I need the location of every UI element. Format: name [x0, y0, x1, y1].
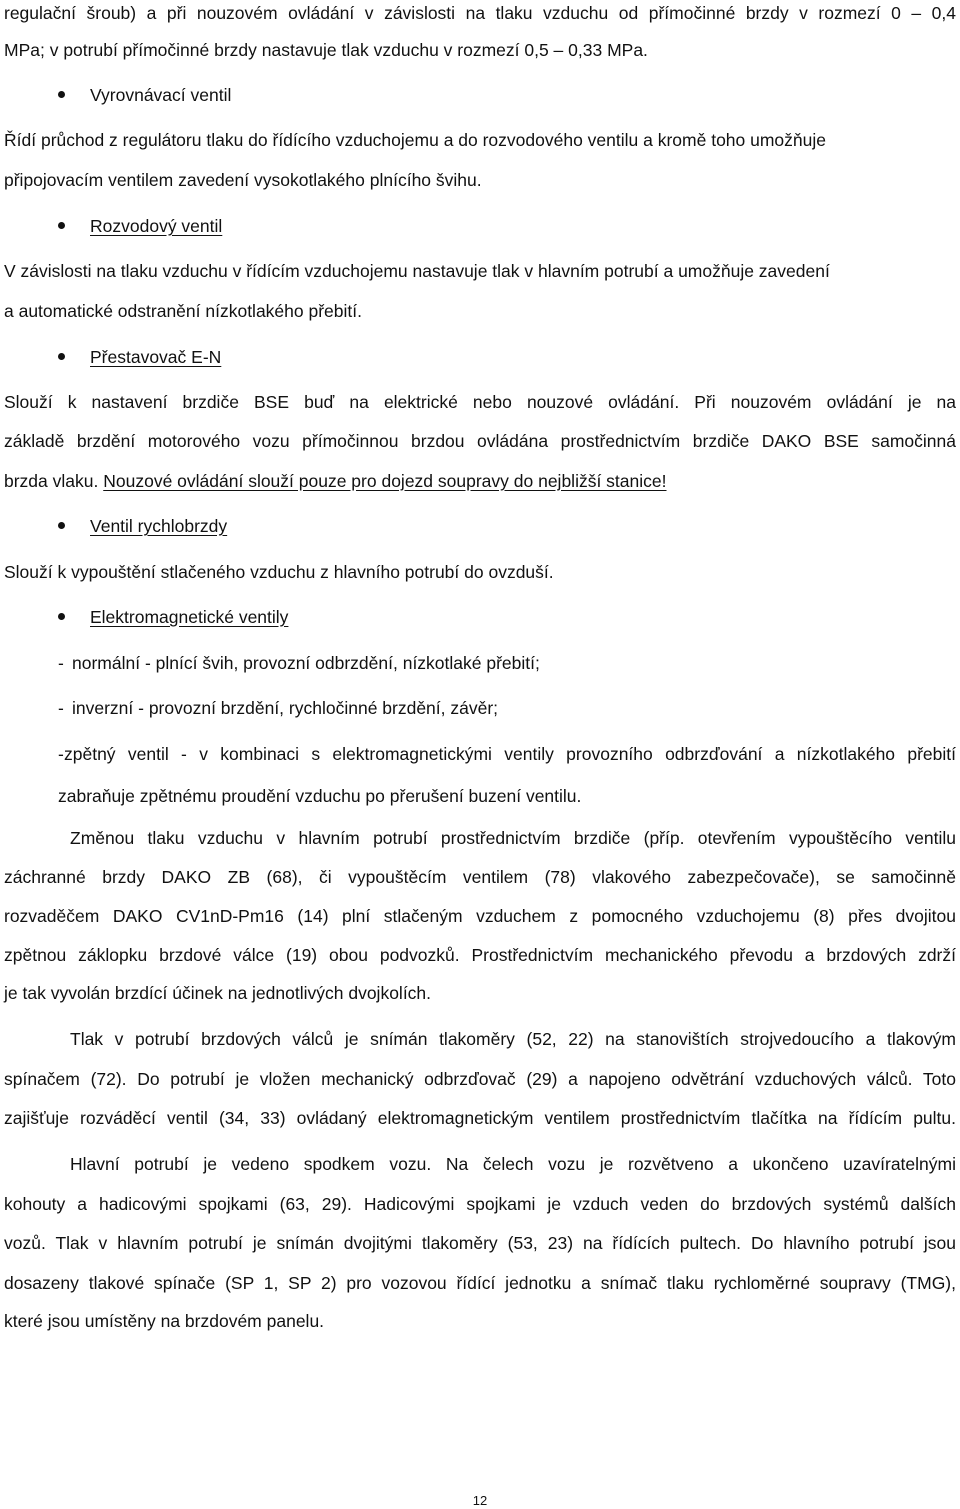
warning-note: Nouzové ovládání slouží pouze pro dojezd soupravy do nejbližší stanice! — [103, 471, 667, 491]
bullet-label: Přestavovač E-N — [90, 347, 222, 367]
bullet-icon — [58, 522, 65, 529]
text-line: vozů. Tlak v hlavním potrubí je snímán dvojitými tlakoměry (53, 23) na řídících pultech. Do hlavního potrubí jsou — [4, 1233, 956, 1253]
text-line: regulační šroub) a při nouzovém ovládání v závislosti na tlaku vzduchu od přímočinné brzdy v rozmezí 0 – 0,4 — [4, 3, 956, 23]
text-line: kohouty a hadicovými spojkami (63, 29). Hadicovými spojkami je vzduch veden do brzdových systémů dalších — [4, 1194, 956, 1214]
text-line: zpětnou záklopku brzdové válce (19) obou podvozků. Prostřednictvím mechanického převodu a brzdových zdrží — [4, 945, 956, 965]
text-line — [4, 470, 956, 492]
text-line: připojovacím ventilem zavedení vysokotlakého plnícího švihu. — [4, 170, 482, 190]
text-line: dosazeny tlakové spínače (SP 1, SP 2) pro vozovou řídící jednotku a snímač tlaku rychloměrné soupravy (TMG), — [4, 1273, 956, 1293]
dash-text: zpětný ventil - v kombinaci s elektromagnetickými ventily provozního odbrzďování a nízkotlakého přebití — [64, 744, 956, 764]
text-span: Při nouzovém ovládání je na — [694, 392, 956, 412]
dash-text: normální - plnící švih, provozní odbrzdění, nízkotlaké přebití; — [72, 653, 540, 673]
dash-text: inverzní - provozní brzdění, rychločinné brzdění, závěr; — [72, 698, 499, 718]
text-line: Slouží k vypouštění stlačeného vzduchu z hlavního potrubí do ovzduší. — [4, 562, 554, 582]
text-line: rozvaděčem DAKO CV1nD-Pm16 (14) plní stlačeným vzduchem z pomocného vzduchojemu (8) přes dvojitou — [4, 906, 956, 926]
dash-marker: - — [58, 653, 64, 673]
bullet-label: Elektromagnetické ventily — [90, 607, 289, 627]
bullet-icon — [58, 613, 65, 620]
text-line: spínačem (72). Do potrubí je vložen mechanický odbrzďovač (29) a napojeno odvětrání vzduchových válců. Toto — [4, 1069, 956, 1089]
text-line: a automatické odstranění nízkotlakého přebití. — [4, 301, 362, 321]
text-line: je tak vyvolán brzdící účinek na jednotlivých dvojkolích. — [4, 983, 432, 1003]
text-line: které jsou umístěny na brzdovém panelu. — [4, 1311, 325, 1331]
text-line: Řídí průchod z regulátoru tlaku do řídícího vzduchojemu a do rozvodového ventilu a kromě toho umožňuje — [4, 130, 827, 150]
page-number: 12 — [472, 1493, 488, 1508]
dash-marker: - — [58, 698, 64, 718]
bullet-icon — [58, 353, 65, 360]
text-line: Hlavní potrubí je vedeno spodkem vozu. Na čelech vozu je rozvětveno a ukončeno uzavíratelnými — [70, 1154, 956, 1174]
text-span: Slouží k nastavení brzdiče BSE buď na elektrické nebo nouzové ovládání. — [4, 392, 680, 412]
text-line: Tlak v potrubí brzdových válců je snímán tlakoměry (52, 22) na stanovištích strojvedoucího a tlakovým — [70, 1029, 956, 1049]
text-line — [4, 391, 956, 413]
bullet-icon — [58, 222, 65, 229]
bullet-icon — [58, 91, 65, 98]
text-line: záchranné brzdy DAKO ZB (68), či vypouštěcím ventilem (78) vlakového zabezpečovače), se samočinně — [4, 867, 956, 887]
text-line: V závislosti na tlaku vzduchu v řídícím vzduchojemu nastavuje tlak v hlavním potrubí a umožňuje zavedení — [4, 261, 830, 281]
bullet-label: Rozvodový ventil — [90, 216, 223, 236]
text-line: zabraňuje zpětnému proudění vzduchu po přerušení buzení ventilu. — [58, 786, 582, 806]
text-span: brzda vlaku. — [4, 471, 99, 491]
text-line: Změnou tlaku vzduchu v hlavním potrubí prostřednictvím brzdiče (příp. otevřením vypouštěcího ventilu — [70, 828, 956, 848]
dash-marker: - — [58, 744, 64, 764]
bullet-label: Ventil rychlobrzdy — [90, 516, 228, 536]
text-line: základě brzdění motorového vozu přímočinnou brzdou ovládána prostřednictvím brzdiče DAKO BSE samočinná — [4, 431, 956, 451]
bullet-label: Vyrovnávací ventil — [90, 85, 232, 105]
text-line: zajišťuje rozváděcí ventil (34, 33) ovládaný elektromagnetickým ventilem prostřednictvím tlačítka na řídícím pultu. — [4, 1108, 956, 1128]
text-line: MPa; v potrubí přímočinné brzdy nastavuje tlak vzduchu v rozmezí 0,5 – 0,33 MPa. — [4, 40, 648, 60]
